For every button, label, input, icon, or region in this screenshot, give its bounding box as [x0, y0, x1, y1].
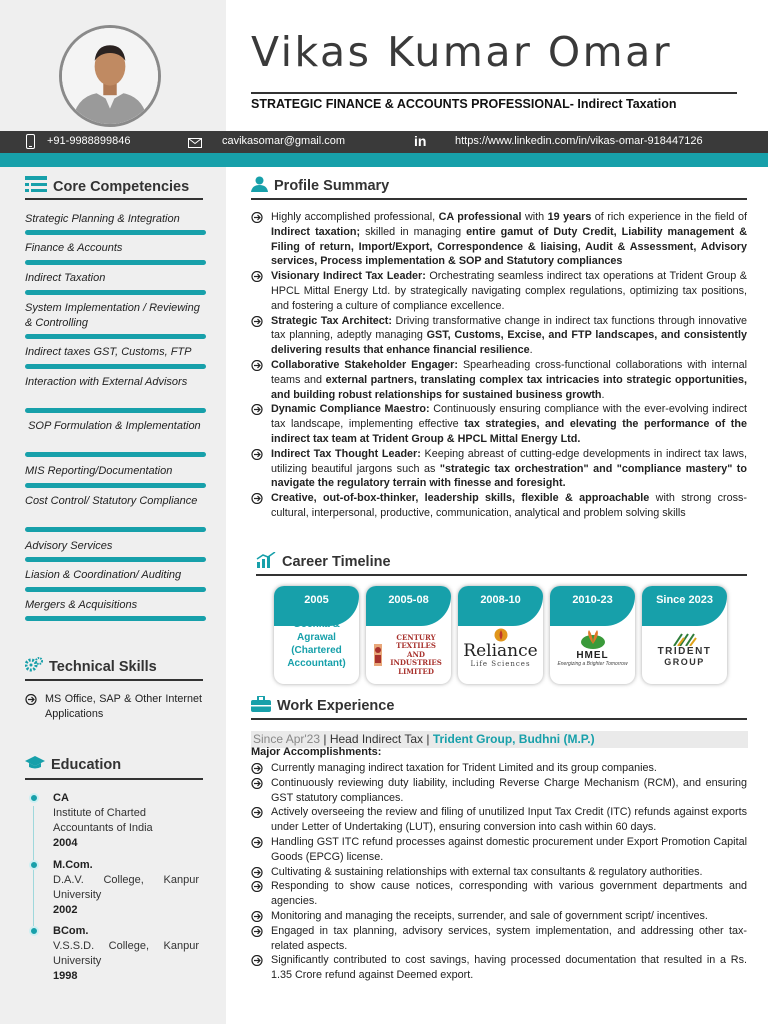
list-item: [251, 761, 747, 776]
competencies-title: Core Competencies: [53, 179, 190, 195]
timeline-card: [550, 586, 635, 684]
bullet-text: Significantly contributed to cost savings, having processed documentation that resulted in a Rs. 1.35 Crore refund against Deemed export.: [271, 954, 747, 982]
skills-heading: [25, 657, 157, 677]
skills-list: [25, 692, 202, 722]
competency-bar: [25, 260, 206, 265]
hand-pointer-icon: [251, 316, 263, 327]
phone-icon: [26, 134, 35, 152]
list-item: [251, 358, 747, 402]
competency-item: Advisory Services: [25, 540, 113, 552]
list-item: [251, 491, 747, 521]
list-item: [251, 924, 747, 954]
list-item: [251, 447, 747, 491]
accomplishments-list: [251, 761, 747, 983]
competency-item: System Implementation / Reviewing & Controlling: [25, 302, 200, 329]
education-entry: [53, 858, 199, 918]
competency-item: Indirect taxes GST, Customs, FTP: [25, 346, 192, 358]
competency-item: Interaction with External Advisors: [25, 376, 188, 388]
job-role: Head Indirect Tax: [329, 732, 423, 746]
bullet-text: Dynamic Compliance Maestro: Continuously ensuring compliance with the ever-evolving indirect tax landscape, implementing effective tax strategies, and elevating the performance of the indirect tax team at Trident Group & HPCL Mittal Energy Ltd.: [271, 403, 747, 445]
list-icon: [25, 176, 47, 198]
timeline-card: [642, 586, 727, 684]
degree: BCom.: [53, 925, 89, 937]
hand-pointer-icon: [251, 778, 263, 789]
timeline-dot: [29, 793, 39, 803]
bullet-text: Visionary Indirect Tax Leader: Orchestrating seamless indirect tax operations at Trident Group & HPCL Mittal Energy Ltd. by strategically navigating complex regulations, optimizing tax positions, and fostering a culture of compliance excellence.: [271, 270, 747, 312]
competency-bar: [25, 557, 206, 562]
bullet-text: Indirect Tax Thought Leader: Keeping abreast of cutting-edge developments in indirect tax laws, utilizing beautiful jargons such as "strategic tax orchestration" and "compliance mastery" to navigate the regulatory terrain with finesse and foresight.: [271, 447, 748, 490]
profile-summary-list: [251, 210, 747, 521]
list-item: [251, 953, 747, 983]
trident-mark-icon: [670, 632, 700, 646]
candidate-name: Vikas Kumar Omar: [251, 28, 673, 76]
contact-bar: [0, 131, 768, 153]
list-item: [251, 776, 747, 806]
education-heading: [25, 756, 121, 774]
timeline-year: 2008-10: [458, 586, 543, 626]
year: 1998: [53, 970, 78, 982]
profile-rule: [251, 198, 747, 200]
education-rule: [25, 778, 203, 780]
degree: M.Com.: [53, 859, 93, 871]
list-item: [251, 865, 747, 880]
hand-pointer-icon: [25, 694, 37, 705]
job-period: Since Apr'23: [253, 732, 321, 746]
briefcase-icon: [251, 696, 271, 716]
hand-pointer-icon: [251, 911, 263, 922]
bullet-text: Actively overseeing the review and filing of unutilized Input Tax Credit (ITC) refunds against exports under Letter of Undertaking (LUT), ensuring conversion into cash within 60 days.: [271, 806, 747, 834]
century-emblem-icon: [372, 644, 384, 666]
timeline-card: [274, 586, 359, 684]
bullet-text: Strategic Tax Architect: Driving transformative change in indirect tax functions through innovative tax planning, adeptly managing GST, Customs, Excise, and FTP landscapes, and consistently delivering results that enhance financial resilience.: [271, 314, 748, 357]
company-logo: [458, 626, 543, 684]
professional-title: STRATEGIC FINANCE & ACCOUNTS PROFESSIONAL- Indirect Taxation: [251, 97, 677, 111]
list-item: [251, 835, 747, 865]
company-logo: [550, 626, 635, 684]
linkedin-icon: in: [414, 133, 427, 149]
degree: CA: [53, 792, 69, 804]
competency-bar: [25, 364, 206, 369]
bullet-text: Responding to show cause notices, corresponding with various government departments and agencies.: [271, 880, 747, 908]
company-tagline: Life Sciences: [470, 660, 531, 668]
bullet-text: Creative, out-of-box-thinker, leadership skills, flexible & approachable with strong cross-cultural, interpersonal, productive, communication, analytical and problem solving skills: [271, 492, 747, 519]
year: 2002: [53, 904, 78, 916]
timeline-year: Since 2023: [642, 586, 727, 626]
career-title: Career Timeline: [282, 554, 391, 570]
title-divider: [251, 92, 737, 94]
hand-pointer-icon: [251, 807, 263, 818]
hand-pointer-icon: [251, 404, 263, 415]
bullet-text: Currently managing indirect taxation for Trident Limited and its group companies.: [271, 762, 657, 774]
hand-pointer-icon: [251, 449, 263, 460]
competency-bar: [25, 230, 206, 235]
timeline-card: [458, 586, 543, 684]
competency-bar: [25, 527, 206, 532]
education-title: Education: [51, 757, 122, 773]
career-rule: [256, 574, 747, 576]
timeline-card: [366, 586, 451, 684]
competency-bar: [25, 616, 206, 621]
hand-pointer-icon: [251, 881, 263, 892]
competency-item: Mergers & Acquisitions: [25, 599, 138, 611]
company-name: CENTURY TEXTILES AND INDUSTRIES LIMITED: [390, 632, 442, 676]
competency-bar: [25, 452, 206, 457]
timeline-year: 2005: [274, 586, 359, 626]
timeline-year: 2010-23: [550, 586, 635, 626]
competency-item: SOP Formulation & Implementation: [25, 420, 201, 432]
list-item: [251, 269, 747, 313]
company-tagline: Energizing a Brighter Tomorrow: [557, 660, 628, 667]
separator: |: [323, 732, 327, 746]
company-logo: [642, 626, 727, 684]
hand-pointer-icon: [251, 493, 263, 504]
competency-item: Strategic Planning & Integration: [25, 213, 180, 225]
email-link[interactable]: cavikasomar@gmail.com: [222, 135, 346, 147]
competencies-rule: [25, 198, 203, 200]
competencies-heading: [25, 176, 189, 198]
accomplishments-label: Major Accomplishments:: [251, 746, 382, 758]
company-name: Goenka & Agrawal (Chartered Accountant): [287, 619, 346, 669]
bullet-text: Engaged in tax planning, advisory services, system implementation, and addressing other tax-related aspects.: [271, 924, 747, 952]
work-rule: [251, 718, 747, 720]
hand-pointer-icon: [251, 867, 263, 878]
institute: D.A.V. College, Kanpur University: [53, 874, 199, 901]
competency-item: MIS Reporting/Documentation: [25, 465, 173, 477]
bar-chart-icon: [256, 552, 276, 572]
linkedin-link[interactable]: https://www.linkedin.com/in/vikas-omar-918447126: [455, 135, 703, 147]
year: 2004: [53, 837, 78, 849]
hand-pointer-icon: [251, 955, 263, 966]
bullet-text: Cultivating & sustaining relationships with external tax consultants & regulatory authorities.: [271, 865, 703, 878]
competency-bar: [25, 587, 206, 592]
bullet-text: Handling GST ITC refund processes against domestic procurement under Export Promotion Capital Goods (EPCG) license.: [271, 835, 747, 863]
timeline-year: 2005-08: [366, 586, 451, 626]
profile-photo: [59, 25, 161, 127]
accent-strip: [0, 153, 768, 167]
bullet-text: Collaborative Stakeholder Engager: Spearheading cross-functional collaborations with internal teams and external partners, translating complex tax intricacies into strategic opportunities, and building robust relationships for sustained business growth.: [271, 358, 747, 401]
gears-icon: [25, 657, 43, 677]
list-item: [25, 692, 202, 722]
bullet-text: Monitoring and managing the receipts, surrender, and sale of government script/ incentives.: [271, 909, 708, 922]
competency-bar: [25, 483, 206, 488]
work-title: Work Experience: [277, 698, 395, 714]
hmel-flower-icon: [580, 630, 606, 650]
hand-pointer-icon: [251, 926, 263, 937]
hand-pointer-icon: [251, 212, 263, 223]
company-name: Reliance: [463, 641, 538, 661]
bullet-text: Highly accomplished professional, CA professional with 19 years of rich experience in the field of Indirect taxation; skilled in managing entire gamut of Duty Credit, Liability management & Filing of return, Import/Export, Correspondence & liaising, Audit & Assessment, Advisory services, Process implementation & SOP and Statutory compliances: [271, 211, 748, 268]
list-item: [251, 805, 747, 835]
institute: Institute of Charted Accountants of India: [53, 807, 153, 834]
envelope-icon: [188, 138, 202, 151]
company-tagline: GROUP: [664, 656, 705, 667]
hand-pointer-icon: [251, 360, 263, 371]
company-logo: [274, 619, 359, 684]
timeline-dot: [29, 926, 39, 936]
list-item: [251, 210, 747, 269]
skill-text: MS Office, SAP & Other Internet Applications: [45, 693, 202, 720]
timeline-line: [33, 806, 34, 861]
company-name: Trident Group, Budhni (M.P.): [432, 732, 595, 746]
graduation-cap-icon: [25, 756, 45, 774]
bullet-text: Continuously reviewing duty liability, including Reverse Charge Mechanism (RCM), and ensuring GST statutory compliances.: [271, 776, 747, 804]
timeline-dot: [29, 860, 39, 870]
hand-pointer-icon: [251, 837, 263, 848]
career-heading: [256, 552, 391, 572]
competency-item: Liasion & Coordination/ Auditing: [25, 569, 182, 581]
timeline-line: [33, 869, 34, 926]
competency-bar: [25, 408, 206, 413]
list-item: [251, 909, 747, 924]
list-item: [251, 314, 747, 358]
hand-pointer-icon: [251, 271, 263, 282]
institute: V.S.S.D. College, Kanpur University: [53, 940, 199, 967]
education-entry: [53, 924, 199, 984]
skills-title: Technical Skills: [49, 659, 157, 675]
user-icon: [251, 176, 268, 196]
competency-item: Cost Control/ Statutory Compliance: [25, 495, 198, 507]
list-item: [251, 402, 747, 446]
company-name: TRIDENT: [657, 645, 712, 657]
hand-pointer-icon: [251, 763, 263, 774]
company-name: HMEL: [576, 649, 609, 661]
competency-bar: [25, 334, 206, 339]
phone-number[interactable]: +91-9988899846: [47, 135, 131, 147]
skills-rule: [25, 679, 203, 681]
company-logo: [366, 626, 451, 684]
list-item: [251, 879, 747, 909]
work-heading: [251, 696, 394, 716]
competency-bar: [25, 290, 206, 295]
profile-title: Profile Summary: [274, 178, 390, 194]
separator: |: [426, 732, 430, 746]
competency-item: Finance & Accounts: [25, 242, 123, 254]
competency-item: Indirect Taxation: [25, 272, 106, 284]
education-entry: [53, 791, 199, 851]
profile-heading: [251, 176, 389, 196]
reliance-flame-icon: [493, 628, 509, 642]
